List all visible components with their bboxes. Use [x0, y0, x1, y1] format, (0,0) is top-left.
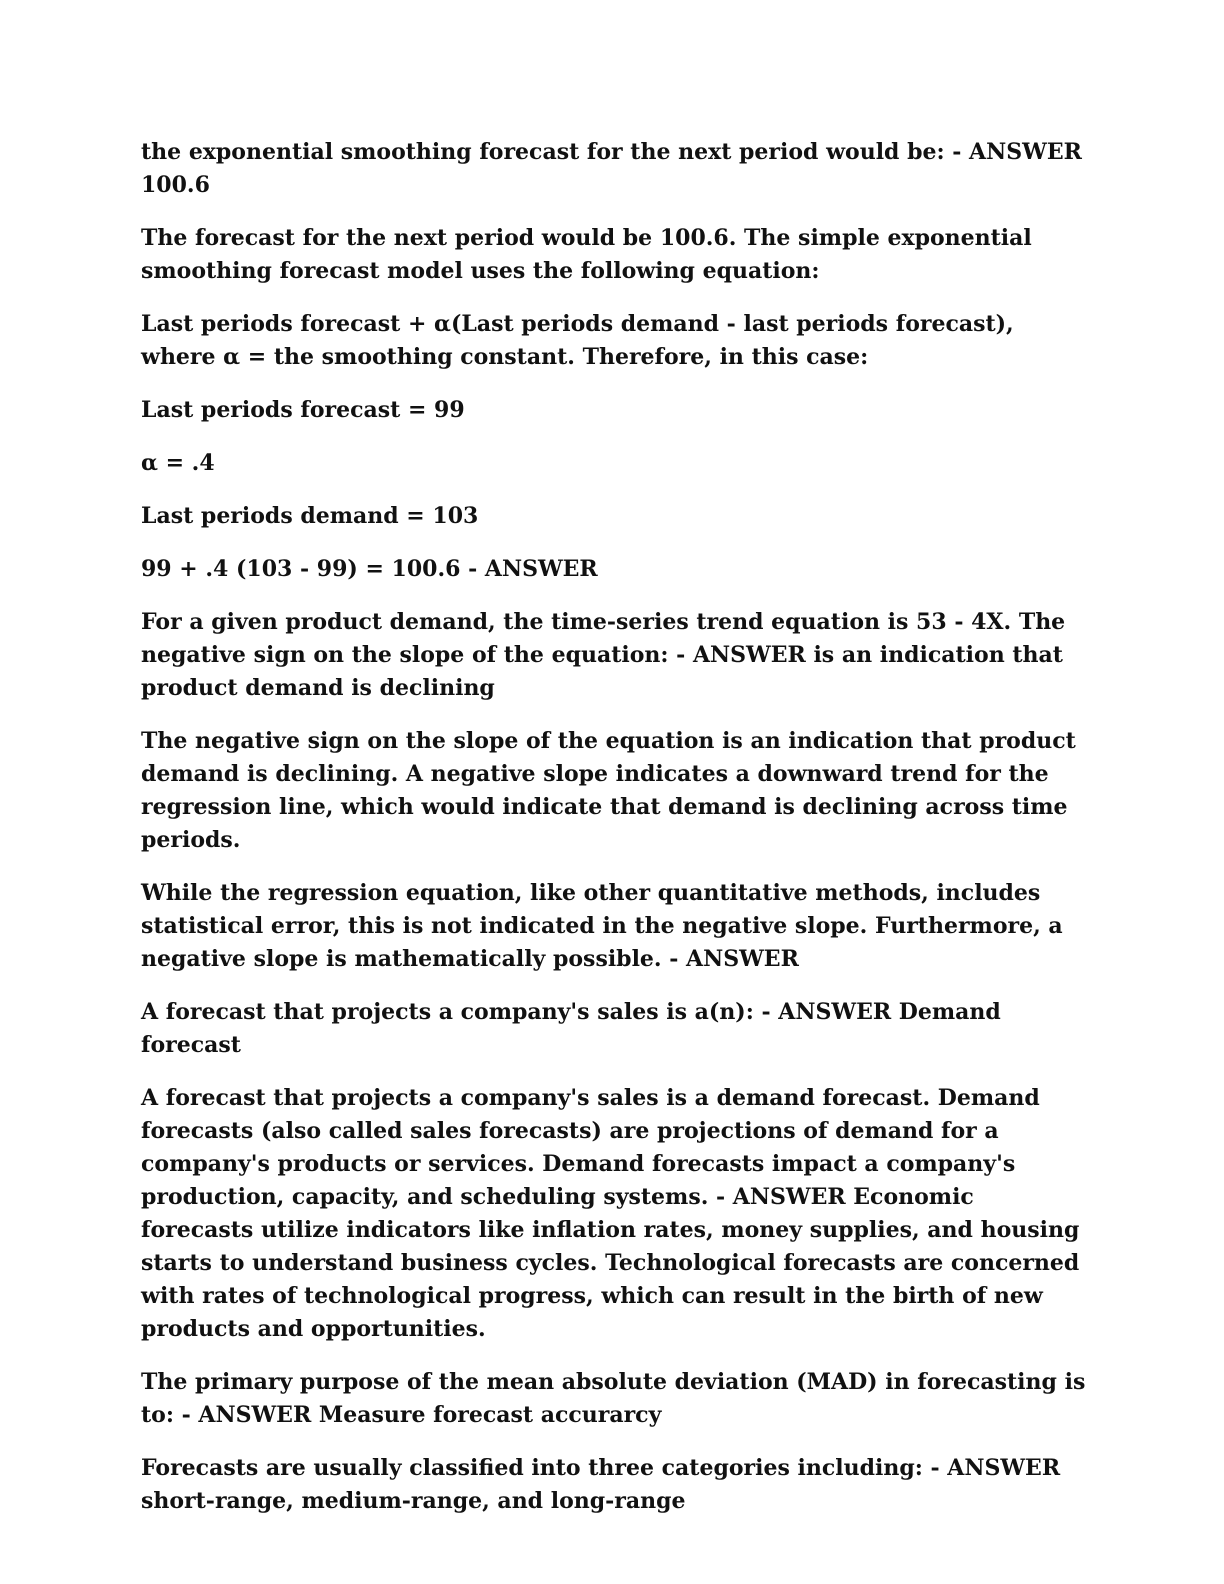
paragraph-5: α = .4 [141, 450, 215, 476]
paragraph-2: The forecast for the next period would be 100.6. The simple exponential smoothing forecast model uses the following equation: [141, 225, 1032, 284]
paragraph-10: While the regression equation, like other quantitative methods, includes statistical error, this is not indicated in the negative slope. Furthermore, a negative slope is mathematically possible. - ANSWER [141, 880, 1063, 972]
paragraph-3: Last periods forecast + α(Last periods demand - last periods forecast), where α = the smoothing constant. Therefore, in this case: [141, 311, 1014, 370]
paragraph-14: Forecasts are usually classified into three categories including: - ANSWER short-range, medium-range, and long-range [141, 1455, 1061, 1514]
paragraph-9: The negative sign on the slope of the equation is an indication that product demand is declining. A negative slope indicates a downward trend for the regression line, which would indicate that demand is declining across time periods. [141, 728, 1076, 853]
paragraph-4: Last periods forecast = 99 [141, 397, 465, 423]
paragraph-12: A forecast that projects a company's sales is a demand forecast. Demand forecasts (also called sales forecasts) are projections of demand for a company's products or services. Demand forecasts impact a company's production, capacity, and scheduling systems. - ANSWER Economic forecasts utilize indicators like inflation rates, money supplies, and housing starts to understand business cycles. Technological forecasts are concerned with rates of technological progress, which can result in the birth of new products and opportunities. [141, 1085, 1080, 1342]
paragraph-6: Last periods demand = 103 [141, 503, 479, 529]
paragraph-1: the exponential smoothing forecast for the next period would be: - ANSWER 100.6 [141, 139, 1082, 198]
paragraph-7: 99 + .4 (103 - 99) = 100.6 - ANSWER [141, 556, 598, 582]
paragraph-11: A forecast that projects a company's sales is a(n): - ANSWER Demand forecast [141, 999, 1001, 1058]
paragraph-8: For a given product demand, the time-series trend equation is 53 - 4X. The negative sign on the slope of the equation: - ANSWER is an indication that product demand is declining [141, 609, 1066, 701]
paragraph-13: The primary purpose of the mean absolute deviation (MAD) in forecasting is to: - ANSWER Measure forecast accurarcy [141, 1369, 1086, 1428]
document-page [141, 136, 1086, 1538]
